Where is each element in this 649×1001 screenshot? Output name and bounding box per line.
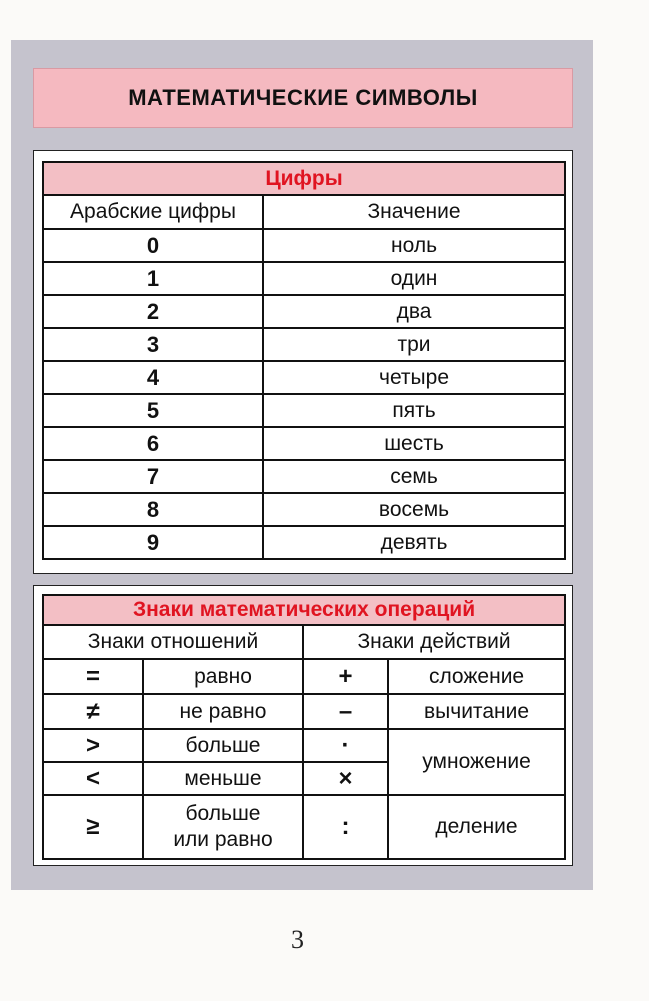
- relation-meaning-line1: больше: [185, 802, 261, 825]
- digit-cell: 7: [43, 460, 263, 493]
- table-row: [43, 460, 565, 493]
- table-row: [43, 427, 565, 460]
- meaning-cell: один: [263, 262, 565, 295]
- table-row: [43, 328, 565, 361]
- digit-cell: 6: [43, 427, 263, 460]
- digits-header: Цифры: [43, 162, 565, 195]
- symbol-greater: >: [43, 729, 143, 762]
- digit-cell: 8: [43, 493, 263, 526]
- column-header-meaning: Значение: [263, 195, 565, 229]
- meaning-cell: девять: [263, 526, 565, 559]
- relation-meaning: меньше: [143, 762, 303, 795]
- digit-cell: 3: [43, 328, 263, 361]
- column-header-relations: Знаки отношений: [43, 625, 303, 659]
- symbol-greater-or-equal: ≥: [43, 795, 143, 859]
- table-row: [43, 493, 565, 526]
- symbol-plus: +: [303, 659, 388, 694]
- symbol-less: <: [43, 762, 143, 795]
- symbol-minus: –: [303, 694, 388, 729]
- page-title: МАТЕМАТИЧЕСКИЕ СИМВОЛЫ: [128, 85, 478, 110]
- table-row: [43, 295, 565, 328]
- table-row: [43, 694, 565, 729]
- relation-meaning: равно: [143, 659, 303, 694]
- symbol-times: ×: [303, 762, 388, 795]
- meaning-cell: пять: [263, 394, 565, 427]
- action-meaning: сложение: [388, 659, 565, 694]
- action-meaning: умножение: [388, 729, 565, 795]
- symbol-equal: =: [43, 659, 143, 694]
- meaning-cell: семь: [263, 460, 565, 493]
- meaning-cell: два: [263, 295, 565, 328]
- symbol-colon: :: [303, 795, 388, 859]
- meaning-cell: ноль: [263, 229, 565, 262]
- relation-meaning-line2: или равно: [173, 828, 273, 851]
- action-meaning: деление: [388, 795, 565, 859]
- meaning-cell: восемь: [263, 493, 565, 526]
- symbol-not-equal: ≠: [43, 694, 143, 729]
- title-banner: [33, 68, 573, 128]
- relation-meaning: больше: [143, 729, 303, 762]
- meaning-cell: три: [263, 328, 565, 361]
- digit-cell: 2: [43, 295, 263, 328]
- digit-cell: 9: [43, 526, 263, 559]
- digit-cell: 5: [43, 394, 263, 427]
- action-meaning: вычитание: [388, 694, 565, 729]
- column-header-arabic: Арабские цифры: [43, 195, 263, 229]
- relation-meaning: [143, 795, 303, 859]
- table-row: [43, 394, 565, 427]
- digit-cell: 1: [43, 262, 263, 295]
- digit-cell: 0: [43, 229, 263, 262]
- table-row: [43, 229, 565, 262]
- table-row: [43, 729, 565, 762]
- table-row: [43, 262, 565, 295]
- relation-meaning: не равно: [143, 694, 303, 729]
- column-header-actions: Знаки действий: [303, 625, 565, 659]
- digit-cell: 4: [43, 361, 263, 394]
- meaning-cell: шесть: [263, 427, 565, 460]
- symbol-dot: ·: [303, 729, 388, 762]
- operations-header: Знаки математических операций: [43, 595, 565, 625]
- table-row: [43, 526, 565, 559]
- table-row: [43, 361, 565, 394]
- operations-panel: [33, 585, 573, 866]
- digits-table: [42, 161, 566, 560]
- digits-panel: [33, 150, 573, 574]
- table-row: [43, 795, 565, 859]
- table-row: [43, 659, 565, 694]
- operations-table: [42, 594, 566, 860]
- page-number: 3: [291, 925, 304, 954]
- meaning-cell: четыре: [263, 361, 565, 394]
